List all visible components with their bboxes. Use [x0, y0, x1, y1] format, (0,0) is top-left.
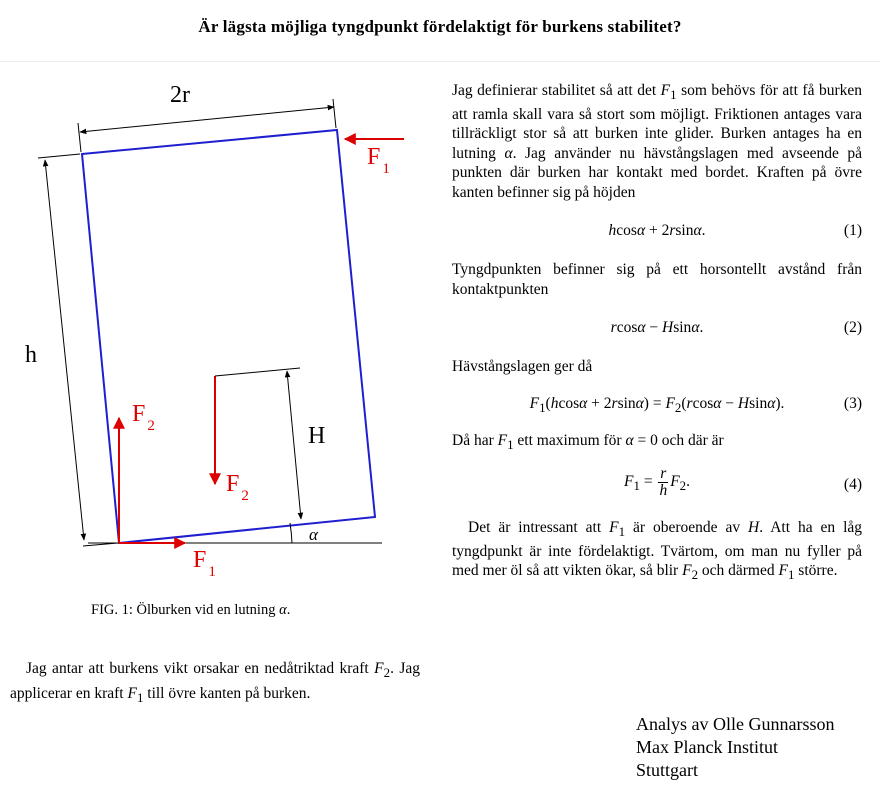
equation-number-2: (2)	[843, 319, 862, 337]
header-divider	[0, 61, 880, 62]
affiliation	[636, 713, 834, 782]
dim-H-arrow	[287, 371, 301, 519]
equation-3: $F_1(hcos\alpha + 2rsin\alpha) = F_2(rcos\alpha - Hsin\alpha)$. (3)	[529, 394, 862, 415]
figure-tilted-can	[0, 70, 420, 595]
left-paragraph: Jag antar att burkens vikt orsakar en nedåtriktad kraft $F_2$. Jag applicerar en kraft $F_1$ till övre kanten på burken.	[10, 660, 420, 706]
dim-2r-arrow	[80, 107, 334, 132]
equation-number-3: (3)	[843, 394, 862, 412]
right-column	[452, 81, 862, 585]
equation-number-1: (1)	[843, 222, 862, 240]
label-f1-bottom: F $_1$	[193, 547, 216, 580]
equation-number-4: (4)	[843, 476, 862, 494]
paragraph-center-of-mass: Tyngdpunkten befinner sig på ett horsontellt avstånd från kontaktpunkten	[452, 261, 862, 298]
label-alpha: α	[309, 525, 318, 544]
affiliation-institute: Max Planck Institut	[636, 737, 778, 757]
paper-title: Är lägsta möjliga tyngdpunkt fördelaktigt för burkens stabilitet?	[198, 17, 682, 36]
equation-2: rcosα − Hsinα. (2)	[610, 319, 862, 337]
paragraph-conclusion: Det är intressant att $F_1$ är oberoende av H. Att ha en låg tyngdpunkt är inte fördelaktigt. Tvärtom, om man nu fyller på med mer öl så att vikten ökar, så blir $F_2$ och därmed $F_1$ större.	[452, 519, 863, 583]
label-f1-top: F $_1$	[367, 144, 390, 177]
label-f2-left: F $_2$	[132, 401, 155, 434]
dim-h-arrow	[45, 160, 84, 540]
label-H: H	[308, 423, 326, 449]
equation-4: $F_1$ = $\frac{r}{h}$ $F_2$. (4)	[624, 465, 862, 500]
paragraph-maximum: Då har $F_1$ ett maximum för α = 0 och där är	[452, 431, 724, 452]
paragraph-lever-law: Hävstångslagen ger då	[452, 358, 593, 376]
dim-2r-ext-right	[333, 99, 336, 128]
paragraph-definition: Jag definierar stabilitet så att $\det F_1$ som behövs för att få burken att ramla skall vara så stort som möjligt. Friktionen antages vara tillräckligt stor så att burken inte glider. Burken antages ha en lutning α. Jag använder nu hävstångslagen med avseende på punkten där burken har kontakt med bordet. Kraften på övre kanten befinner sig på höjden	[452, 82, 863, 201]
dim-2r-ext-left	[78, 123, 81, 152]
affiliation-city: Stuttgart	[636, 760, 698, 780]
equation-1: hcosα + 2rsinα. (1)	[608, 222, 862, 240]
label-h: h	[25, 342, 37, 368]
dim-h-ext-top	[38, 154, 80, 158]
label-f2-center: F $_2$	[226, 471, 249, 504]
figure-caption: FIG. 1: Ölburken vid en lutning α.	[91, 602, 291, 618]
affiliation-author: Analys av Olle Gunnarsson	[636, 714, 835, 734]
fraction-r-over-h: $\frac{r}{h}$	[659, 465, 668, 500]
label-2r: 2r	[170, 82, 190, 108]
